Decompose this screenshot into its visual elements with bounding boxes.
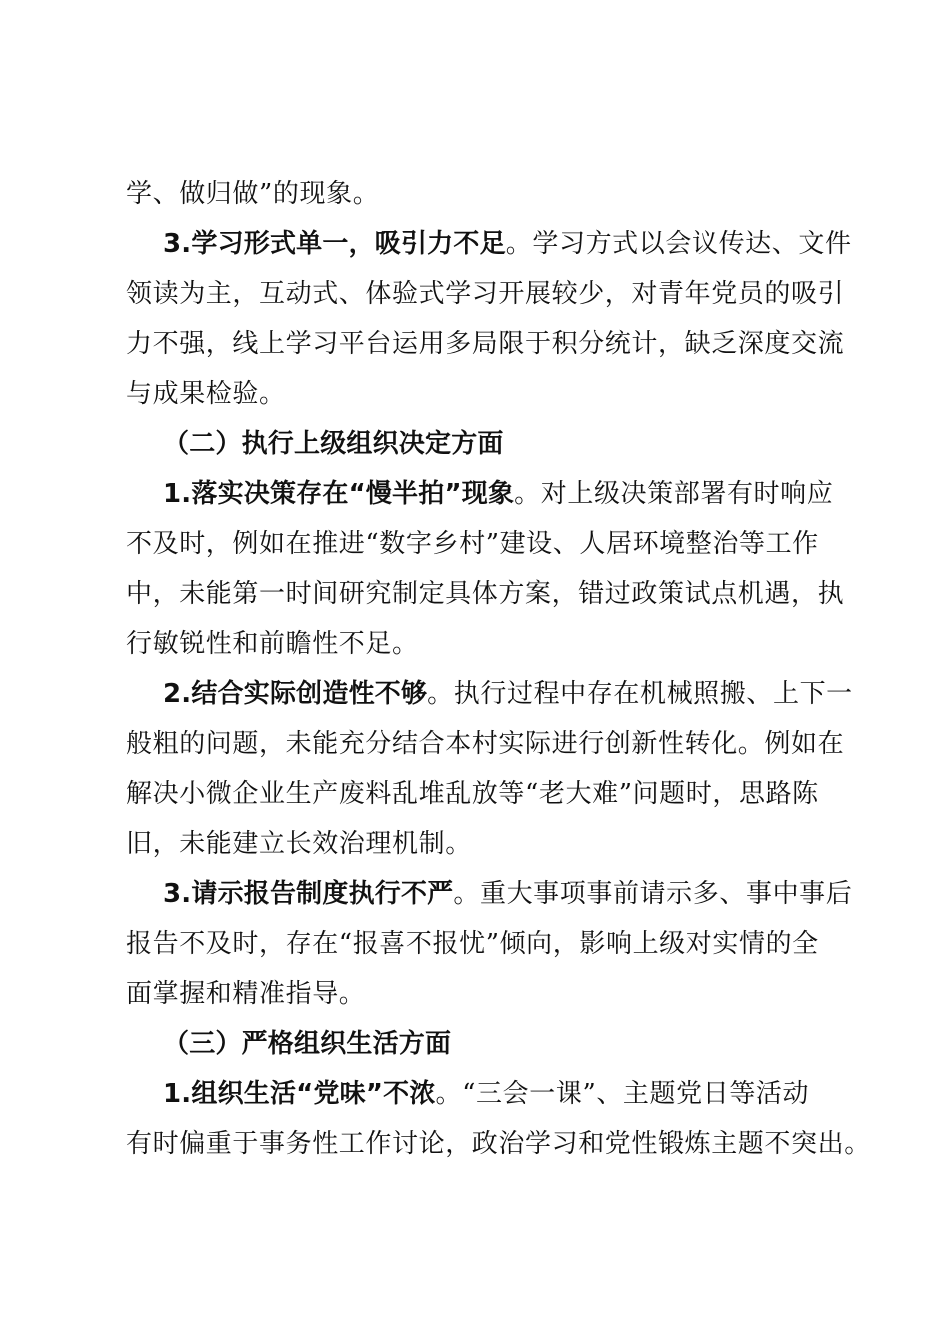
paragraph-start — [163, 1078, 873, 1110]
text-line: 学、做归做”的现象。 — [126, 179, 380, 209]
paragraph-start — [163, 878, 873, 910]
text-segment: 。重大事项事前请示多、事中事后 — [453, 879, 853, 909]
text-line: 有时偏重于事务性工作讨论，政治学习和党性锻炼主题不突出。 — [126, 1129, 871, 1159]
bold-title: 1.落实决策存在“慢半拍”现象 — [163, 479, 515, 509]
text-line: 行敏锐性和前瞻性不足。 — [126, 629, 419, 659]
bold-title: 3.请示报告制度执行不严 — [163, 879, 454, 909]
bold-title: 3.学习形式单一，吸引力不足 — [163, 229, 506, 259]
text-line: 领读为主，互动式、体验式学习开展较少，对青年党员的吸引 — [126, 279, 845, 309]
text-line: 与成果检验。 — [126, 379, 286, 409]
bold-title: 2.结合实际创造性不够 — [163, 679, 428, 709]
paragraph-start — [163, 478, 873, 510]
text-line: 中，未能第一时间研究制定具体方案，错过政策试点机遇，执 — [126, 579, 845, 609]
text-line: 般粗的问题，未能充分结合本村实际进行创新性转化。例如在 — [126, 729, 845, 759]
paragraph-start — [163, 678, 873, 710]
text-line: 力不强，线上学习平台运用多局限于积分统计，缺乏深度交流 — [126, 329, 845, 359]
text-segment: 。对上级决策部署有时响应 — [514, 479, 834, 509]
bold-title: 1.组织生活“党味”不浓 — [163, 1079, 436, 1109]
text-segment: 。执行过程中存在机械照搬、上下一 — [427, 679, 853, 709]
text-line: 面掌握和精准指导。 — [126, 979, 366, 1009]
text-line: 报告不及时，存在“报喜不报忧”倾向，影响上级对实情的全 — [126, 929, 819, 959]
section-heading: （二）执行上级组织决定方面 — [163, 429, 504, 459]
text-line: 旧，未能建立长效治理机制。 — [126, 829, 472, 859]
paragraph-start — [163, 228, 873, 260]
section-heading: （三）严格组织生活方面 — [163, 1029, 452, 1059]
text-segment: 。“三会一课”、主题党日等活动 — [435, 1079, 810, 1109]
text-line: 不及时，例如在推进“数字乡村”建设、人居环境整治等工作 — [126, 529, 819, 559]
text-segment: 。学习方式以会议传达、文件 — [505, 229, 852, 259]
text-line: 解决小微企业生产废料乱堆乱放等“老大难”问题时，思路陈 — [126, 779, 819, 809]
